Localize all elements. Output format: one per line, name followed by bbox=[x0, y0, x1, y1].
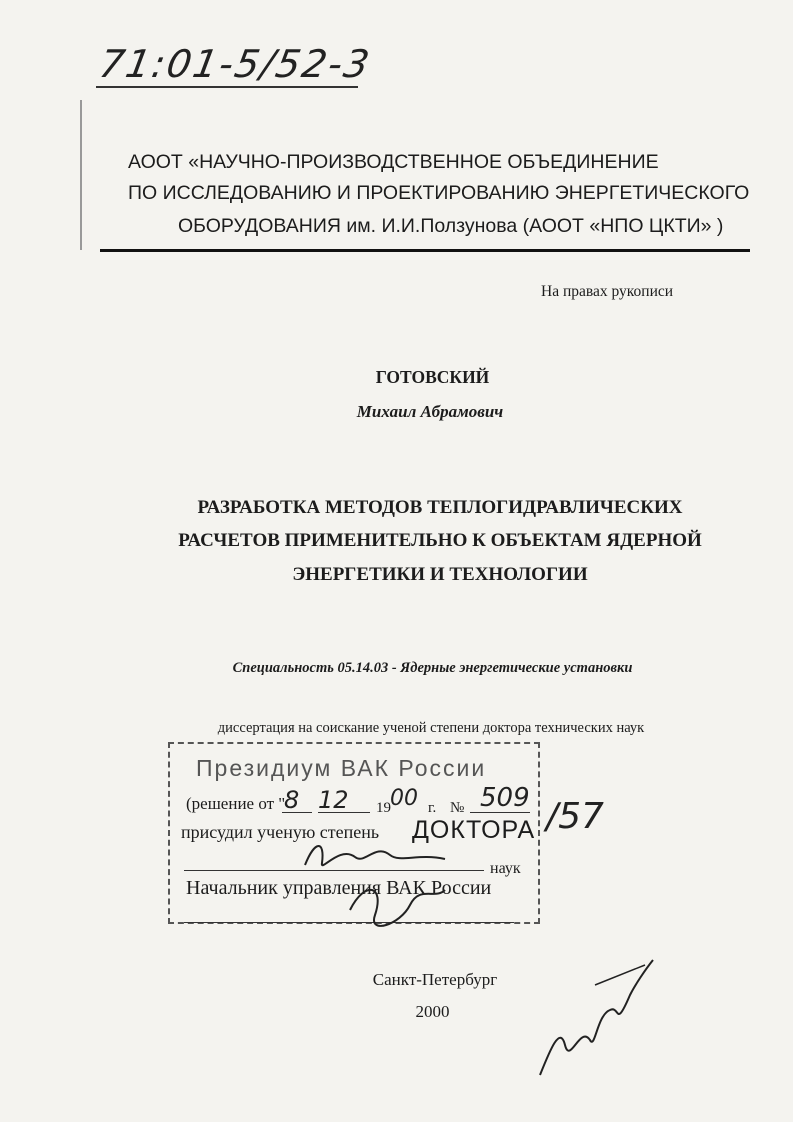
stamp-title: Президиум ВАК России bbox=[196, 755, 487, 781]
organization-line-1: АООТ «НАУЧНО-ПРОИЗВОДСТВЕННОЕ ОБЪЕДИНЕНИЕ bbox=[128, 151, 659, 173]
archive-underline bbox=[96, 86, 358, 88]
thesis-title-line-1: РАЗРАБОТКА МЕТОДОВ ТЕПЛОГИДРАВЛИЧЕСКИХ bbox=[197, 497, 683, 518]
stamp-number: 509 bbox=[480, 783, 530, 813]
stamp-head-label: Начальник управления ВАК России bbox=[186, 877, 492, 899]
city: Санкт-Петербург bbox=[372, 970, 498, 989]
stamp-degree: ДОКТОРА bbox=[412, 816, 536, 844]
header-divider bbox=[100, 249, 750, 252]
stamp-awarded-label: присудил ученую степень bbox=[181, 822, 380, 842]
degree-line: диссертация на соискание ученой степени доктора технических наук bbox=[217, 720, 645, 736]
organization-line-2: ПО ИССЛЕДОВАНИЮ И ПРОЕКТИРОВАНИЮ ЭНЕРГЕТИЧЕСКОГО bbox=[128, 182, 750, 204]
archive-number: 71:01-5/52-3 bbox=[96, 42, 375, 86]
stamp-signature-2 bbox=[340, 870, 450, 940]
specialty-line: Специальность 05.14.03 - Ядерные энергетические установки bbox=[232, 660, 633, 676]
stamp-number-label: № bbox=[450, 800, 465, 816]
stamp-signature-1 bbox=[300, 835, 450, 875]
author-given-name: Михаил Абрамович bbox=[356, 402, 504, 421]
stamp-year-prefix: 19 bbox=[376, 800, 391, 816]
stamp-month: 12 bbox=[318, 786, 349, 814]
stamp-year: 00 bbox=[390, 786, 418, 811]
manuscript-rights-label: На правах рукописи bbox=[541, 283, 674, 300]
author-surname: ГОТОВСКИЙ bbox=[375, 367, 490, 387]
margin-line bbox=[80, 100, 82, 250]
stamp-field-suffix: наук bbox=[490, 860, 521, 877]
publication-year: 2000 bbox=[415, 1002, 450, 1021]
thesis-title-line-2: РАСЧЕТОВ ПРИМЕНИТЕЛЬНО К ОБЪЕКТАМ ЯДЕРНОЙ bbox=[178, 530, 702, 551]
organization-line-3: ОБОРУДОВАНИЯ им. И.И.Ползунова (АООТ «НПО ЦКТИ» ) bbox=[178, 215, 724, 237]
stamp-day: 8 bbox=[284, 786, 300, 814]
stamp-number-suffix: /57 bbox=[546, 796, 604, 837]
thesis-title-line-3: ЭНЕРГЕТИКИ И ТЕХНОЛОГИИ bbox=[292, 564, 588, 585]
stamp-decision-label: (решение от " bbox=[186, 794, 286, 813]
stamp-year-unit: г. bbox=[428, 800, 437, 816]
